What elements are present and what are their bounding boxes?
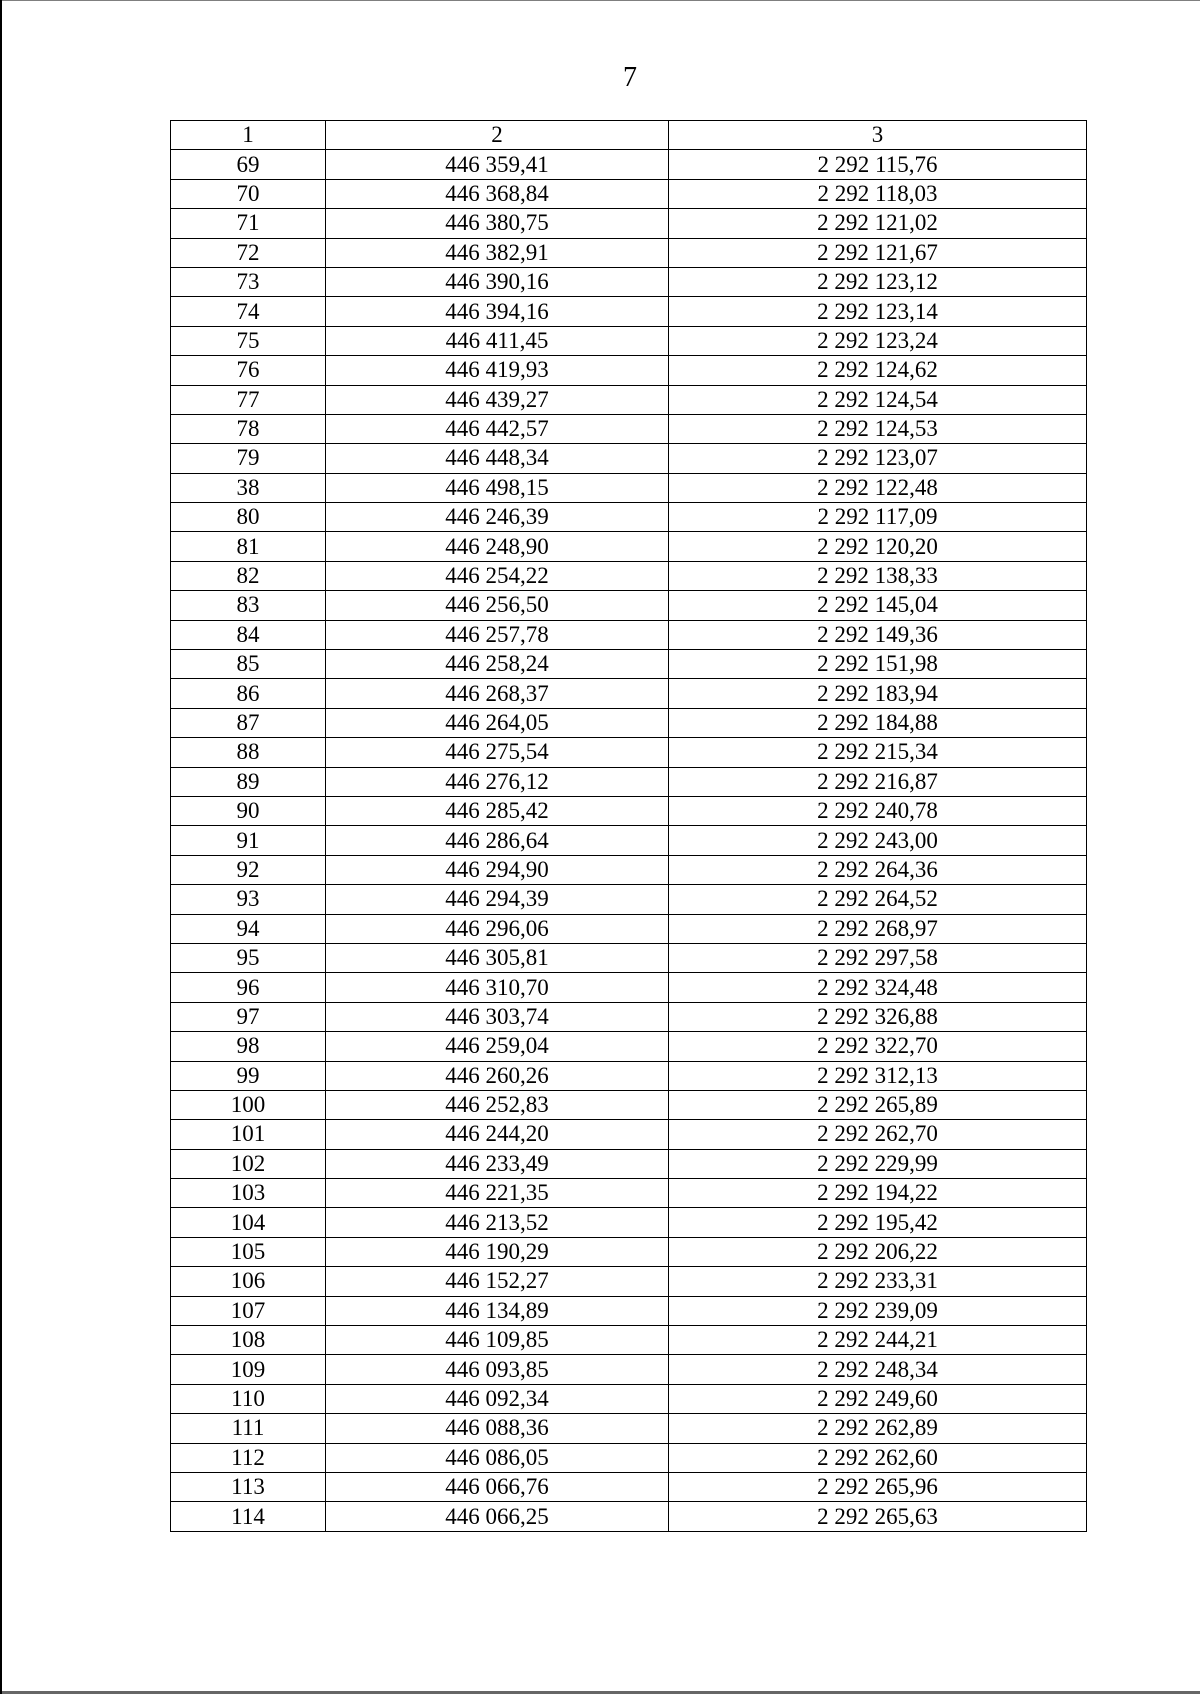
x-coordinate-cell: 446 310,70 bbox=[326, 973, 669, 1002]
x-coordinate-cell: 446 066,25 bbox=[326, 1502, 669, 1531]
x-coordinate-cell: 446 152,27 bbox=[326, 1267, 669, 1296]
table-row bbox=[171, 679, 1087, 708]
x-coordinate-cell: 446 260,26 bbox=[326, 1061, 669, 1090]
x-coordinate-cell: 446 092,34 bbox=[326, 1384, 669, 1413]
x-coordinate-cell: 446 258,24 bbox=[326, 650, 669, 679]
x-coordinate-cell: 446 305,81 bbox=[326, 943, 669, 972]
y-coordinate-cell: 2 292 265,63 bbox=[669, 1502, 1087, 1531]
point-number-cell: 91 bbox=[171, 826, 326, 855]
y-coordinate-cell: 2 292 122,48 bbox=[669, 473, 1087, 502]
y-coordinate-cell: 2 292 151,98 bbox=[669, 650, 1087, 679]
x-coordinate-cell: 446 246,39 bbox=[326, 503, 669, 532]
x-coordinate-cell: 446 259,04 bbox=[326, 1032, 669, 1061]
y-coordinate-cell: 2 292 216,87 bbox=[669, 767, 1087, 796]
table-row bbox=[171, 532, 1087, 561]
x-coordinate-cell: 446 134,89 bbox=[326, 1296, 669, 1325]
y-coordinate-cell: 2 292 117,09 bbox=[669, 503, 1087, 532]
y-coordinate-cell: 2 292 215,34 bbox=[669, 738, 1087, 767]
x-coordinate-cell: 446 093,85 bbox=[326, 1355, 669, 1384]
y-coordinate-cell: 2 292 183,94 bbox=[669, 679, 1087, 708]
y-coordinate-cell: 2 292 233,31 bbox=[669, 1267, 1087, 1296]
point-number-cell: 98 bbox=[171, 1032, 326, 1061]
table-row bbox=[171, 1061, 1087, 1090]
point-number-cell: 94 bbox=[171, 914, 326, 943]
x-coordinate-cell: 446 448,34 bbox=[326, 444, 669, 473]
table-row bbox=[171, 503, 1087, 532]
point-number-cell: 92 bbox=[171, 855, 326, 884]
point-number-cell: 90 bbox=[171, 796, 326, 825]
y-coordinate-cell: 2 292 248,34 bbox=[669, 1355, 1087, 1384]
x-coordinate-cell: 446 390,16 bbox=[326, 267, 669, 296]
y-coordinate-cell: 2 292 240,78 bbox=[669, 796, 1087, 825]
table-row bbox=[171, 914, 1087, 943]
y-coordinate-cell: 2 292 123,07 bbox=[669, 444, 1087, 473]
y-coordinate-cell: 2 292 324,48 bbox=[669, 973, 1087, 1002]
y-coordinate-cell: 2 292 120,20 bbox=[669, 532, 1087, 561]
x-coordinate-cell: 446 252,83 bbox=[326, 1090, 669, 1119]
y-coordinate-cell: 2 292 244,21 bbox=[669, 1326, 1087, 1355]
x-coordinate-cell: 446 419,93 bbox=[326, 356, 669, 385]
y-coordinate-cell: 2 292 138,33 bbox=[669, 561, 1087, 590]
table-row bbox=[171, 179, 1087, 208]
point-number-cell: 99 bbox=[171, 1061, 326, 1090]
y-coordinate-cell: 2 292 145,04 bbox=[669, 591, 1087, 620]
x-coordinate-cell: 446 066,76 bbox=[326, 1472, 669, 1501]
point-number-cell: 69 bbox=[171, 150, 326, 179]
table-row bbox=[171, 1237, 1087, 1266]
table-row bbox=[171, 414, 1087, 443]
x-coordinate-cell: 446 303,74 bbox=[326, 1002, 669, 1031]
point-number-cell: 70 bbox=[171, 179, 326, 208]
point-number-cell: 84 bbox=[171, 620, 326, 649]
table-row bbox=[171, 150, 1087, 179]
table-row bbox=[171, 297, 1087, 326]
x-coordinate-cell: 446 439,27 bbox=[326, 385, 669, 414]
table-row bbox=[171, 1326, 1087, 1355]
x-coordinate-cell: 446 294,90 bbox=[326, 855, 669, 884]
y-coordinate-cell: 2 292 123,12 bbox=[669, 267, 1087, 296]
x-coordinate-cell: 446 359,41 bbox=[326, 150, 669, 179]
point-number-cell: 106 bbox=[171, 1267, 326, 1296]
table-row bbox=[171, 973, 1087, 1002]
y-coordinate-cell: 2 292 149,36 bbox=[669, 620, 1087, 649]
y-coordinate-cell: 2 292 265,89 bbox=[669, 1090, 1087, 1119]
x-coordinate-cell: 446 086,05 bbox=[326, 1443, 669, 1472]
point-number-cell: 102 bbox=[171, 1149, 326, 1178]
y-coordinate-cell: 2 292 249,60 bbox=[669, 1384, 1087, 1413]
x-coordinate-cell: 446 368,84 bbox=[326, 179, 669, 208]
point-number-cell: 108 bbox=[171, 1326, 326, 1355]
table-row bbox=[171, 885, 1087, 914]
y-coordinate-cell: 2 292 124,62 bbox=[669, 356, 1087, 385]
point-number-cell: 103 bbox=[171, 1179, 326, 1208]
point-number-cell: 112 bbox=[171, 1443, 326, 1472]
x-coordinate-cell: 446 286,64 bbox=[326, 826, 669, 855]
x-coordinate-cell: 446 254,22 bbox=[326, 561, 669, 590]
table-row bbox=[171, 326, 1087, 355]
y-coordinate-cell: 2 292 243,00 bbox=[669, 826, 1087, 855]
point-number-cell: 81 bbox=[171, 532, 326, 561]
table-row bbox=[171, 444, 1087, 473]
table-row bbox=[171, 943, 1087, 972]
table-row bbox=[171, 1149, 1087, 1178]
y-coordinate-cell: 2 292 121,02 bbox=[669, 209, 1087, 238]
y-coordinate-cell: 2 292 195,42 bbox=[669, 1208, 1087, 1237]
x-coordinate-cell: 446 296,06 bbox=[326, 914, 669, 943]
point-number-cell: 83 bbox=[171, 591, 326, 620]
y-coordinate-cell: 2 292 265,96 bbox=[669, 1472, 1087, 1501]
table-row bbox=[171, 1208, 1087, 1237]
point-number-cell: 105 bbox=[171, 1237, 326, 1266]
y-coordinate-cell: 2 292 297,58 bbox=[669, 943, 1087, 972]
point-number-cell: 96 bbox=[171, 973, 326, 1002]
x-coordinate-cell: 446 380,75 bbox=[326, 209, 669, 238]
point-number-cell: 38 bbox=[171, 473, 326, 502]
point-number-cell: 101 bbox=[171, 1120, 326, 1149]
table-row bbox=[171, 1179, 1087, 1208]
x-coordinate-cell: 446 394,16 bbox=[326, 297, 669, 326]
table-row bbox=[171, 1502, 1087, 1531]
y-coordinate-cell: 2 292 239,09 bbox=[669, 1296, 1087, 1325]
y-coordinate-cell: 2 292 121,67 bbox=[669, 238, 1087, 267]
table-row bbox=[171, 561, 1087, 590]
x-coordinate-cell: 446 382,91 bbox=[326, 238, 669, 267]
y-coordinate-cell: 2 292 124,53 bbox=[669, 414, 1087, 443]
point-number-cell: 71 bbox=[171, 209, 326, 238]
point-number-cell: 100 bbox=[171, 1090, 326, 1119]
table-row bbox=[171, 591, 1087, 620]
y-coordinate-cell: 2 292 206,22 bbox=[669, 1237, 1087, 1266]
y-coordinate-cell: 2 292 268,97 bbox=[669, 914, 1087, 943]
header-cell-2: 2 bbox=[326, 121, 669, 150]
point-number-cell: 73 bbox=[171, 267, 326, 296]
y-coordinate-cell: 2 292 124,54 bbox=[669, 385, 1087, 414]
x-coordinate-cell: 446 088,36 bbox=[326, 1414, 669, 1443]
point-number-cell: 82 bbox=[171, 561, 326, 590]
x-coordinate-cell: 446 285,42 bbox=[326, 796, 669, 825]
y-coordinate-cell: 2 292 262,89 bbox=[669, 1414, 1087, 1443]
point-number-cell: 78 bbox=[171, 414, 326, 443]
table-row bbox=[171, 1296, 1087, 1325]
table-row bbox=[171, 708, 1087, 737]
x-coordinate-cell: 446 264,05 bbox=[326, 708, 669, 737]
table-row bbox=[171, 620, 1087, 649]
point-number-cell: 79 bbox=[171, 444, 326, 473]
table-header-row bbox=[171, 121, 1087, 150]
table-row bbox=[171, 473, 1087, 502]
point-number-cell: 109 bbox=[171, 1355, 326, 1384]
x-coordinate-cell: 446 248,90 bbox=[326, 532, 669, 561]
point-number-cell: 76 bbox=[171, 356, 326, 385]
point-number-cell: 107 bbox=[171, 1296, 326, 1325]
x-coordinate-cell: 446 190,29 bbox=[326, 1237, 669, 1266]
point-number-cell: 113 bbox=[171, 1472, 326, 1501]
table-row bbox=[171, 1355, 1087, 1384]
scan-edge-left bbox=[0, 0, 2, 1694]
table-row bbox=[171, 238, 1087, 267]
x-coordinate-cell: 446 411,45 bbox=[326, 326, 669, 355]
point-number-cell: 85 bbox=[171, 650, 326, 679]
y-coordinate-cell: 2 292 262,70 bbox=[669, 1120, 1087, 1149]
x-coordinate-cell: 446 213,52 bbox=[326, 1208, 669, 1237]
table-row bbox=[171, 385, 1087, 414]
point-number-cell: 111 bbox=[171, 1414, 326, 1443]
point-number-cell: 110 bbox=[171, 1384, 326, 1413]
table-row bbox=[171, 1414, 1087, 1443]
table-row bbox=[171, 738, 1087, 767]
point-number-cell: 114 bbox=[171, 1502, 326, 1531]
y-coordinate-cell: 2 292 118,03 bbox=[669, 179, 1087, 208]
point-number-cell: 77 bbox=[171, 385, 326, 414]
header-cell-1: 1 bbox=[171, 121, 326, 150]
point-number-cell: 87 bbox=[171, 708, 326, 737]
table-row bbox=[171, 855, 1087, 884]
y-coordinate-cell: 2 292 115,76 bbox=[669, 150, 1087, 179]
y-coordinate-cell: 2 292 123,24 bbox=[669, 326, 1087, 355]
y-coordinate-cell: 2 292 312,13 bbox=[669, 1061, 1087, 1090]
table-row bbox=[171, 826, 1087, 855]
table-row bbox=[171, 1443, 1087, 1472]
table-row bbox=[171, 767, 1087, 796]
table-row bbox=[171, 796, 1087, 825]
table-row bbox=[171, 209, 1087, 238]
y-coordinate-cell: 2 292 322,70 bbox=[669, 1032, 1087, 1061]
point-number-cell: 86 bbox=[171, 679, 326, 708]
y-coordinate-cell: 2 292 229,99 bbox=[669, 1149, 1087, 1178]
x-coordinate-cell: 446 257,78 bbox=[326, 620, 669, 649]
point-number-cell: 75 bbox=[171, 326, 326, 355]
point-number-cell: 80 bbox=[171, 503, 326, 532]
x-coordinate-cell: 446 109,85 bbox=[326, 1326, 669, 1355]
x-coordinate-cell: 446 244,20 bbox=[326, 1120, 669, 1149]
header-cell-3: 3 bbox=[669, 121, 1087, 150]
y-coordinate-cell: 2 292 194,22 bbox=[669, 1179, 1087, 1208]
coordinates-table bbox=[170, 120, 1087, 1532]
x-coordinate-cell: 446 256,50 bbox=[326, 591, 669, 620]
point-number-cell: 104 bbox=[171, 1208, 326, 1237]
table-row bbox=[171, 1384, 1087, 1413]
point-number-cell: 88 bbox=[171, 738, 326, 767]
point-number-cell: 89 bbox=[171, 767, 326, 796]
y-coordinate-cell: 2 292 262,60 bbox=[669, 1443, 1087, 1472]
table-row bbox=[171, 650, 1087, 679]
y-coordinate-cell: 2 292 264,36 bbox=[669, 855, 1087, 884]
x-coordinate-cell: 446 498,15 bbox=[326, 473, 669, 502]
point-number-cell: 93 bbox=[171, 885, 326, 914]
table-row bbox=[171, 1002, 1087, 1031]
y-coordinate-cell: 2 292 264,52 bbox=[669, 885, 1087, 914]
table-row bbox=[171, 1267, 1087, 1296]
table-row bbox=[171, 356, 1087, 385]
y-coordinate-cell: 2 292 123,14 bbox=[669, 297, 1087, 326]
table-row bbox=[171, 1090, 1087, 1119]
table-row bbox=[171, 267, 1087, 296]
x-coordinate-cell: 446 268,37 bbox=[326, 679, 669, 708]
table-body bbox=[171, 121, 1087, 1532]
page-number: 7 bbox=[623, 62, 637, 93]
table-row bbox=[171, 1120, 1087, 1149]
scan-edge-top bbox=[0, 0, 1200, 1]
x-coordinate-cell: 446 276,12 bbox=[326, 767, 669, 796]
table-row bbox=[171, 1472, 1087, 1501]
x-coordinate-cell: 446 294,39 bbox=[326, 885, 669, 914]
point-number-cell: 97 bbox=[171, 1002, 326, 1031]
y-coordinate-cell: 2 292 184,88 bbox=[669, 708, 1087, 737]
point-number-cell: 74 bbox=[171, 297, 326, 326]
x-coordinate-cell: 446 442,57 bbox=[326, 414, 669, 443]
x-coordinate-cell: 446 233,49 bbox=[326, 1149, 669, 1178]
y-coordinate-cell: 2 292 326,88 bbox=[669, 1002, 1087, 1031]
point-number-cell: 95 bbox=[171, 943, 326, 972]
table-row bbox=[171, 1032, 1087, 1061]
x-coordinate-cell: 446 221,35 bbox=[326, 1179, 669, 1208]
point-number-cell: 72 bbox=[171, 238, 326, 267]
x-coordinate-cell: 446 275,54 bbox=[326, 738, 669, 767]
